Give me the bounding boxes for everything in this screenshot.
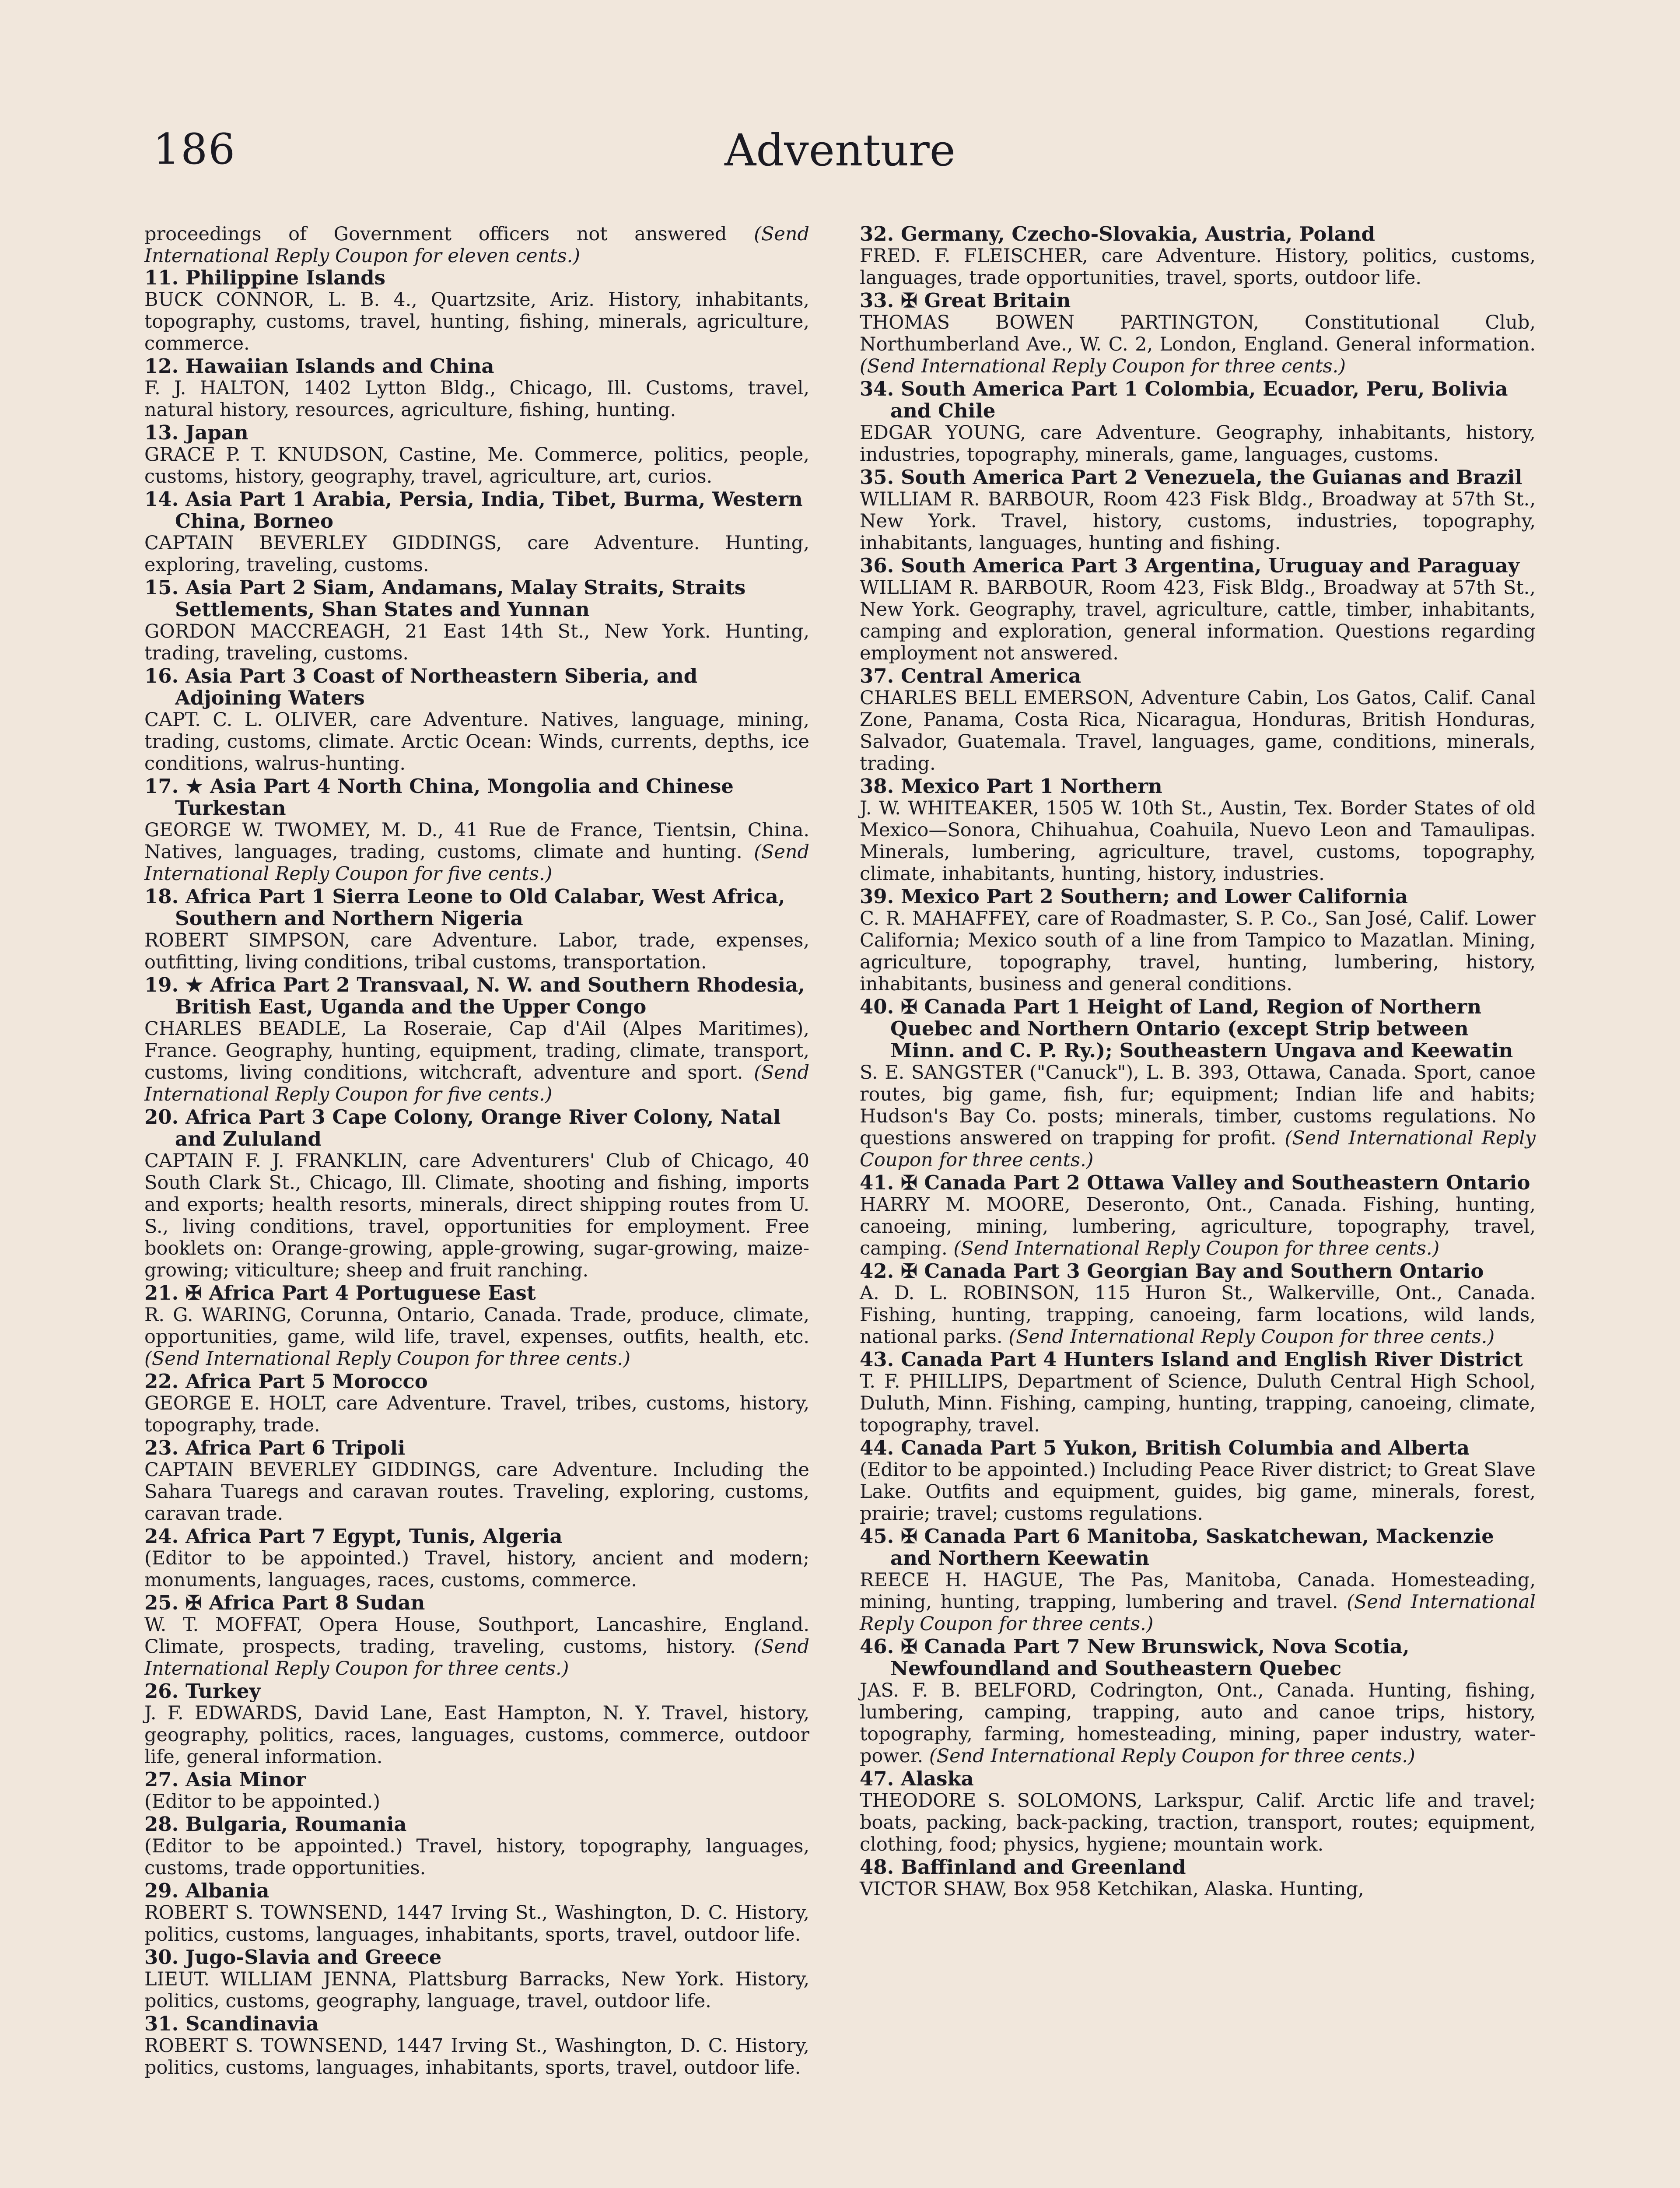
lead-text: proceedings of Government officers not answered bbox=[144, 223, 727, 245]
entry-heading: 43. Canada Part 4 Hunters Island and English River District bbox=[860, 1348, 1523, 1371]
entry-heading: 45. ✠ Canada Part 6 Manitoba, Saskatchewan, Mackenzie and Northern Keewatin bbox=[860, 1525, 1494, 1570]
entry-note: (Send International Reply Coupon for three cents.) bbox=[860, 1591, 1536, 1635]
list-item bbox=[144, 2013, 809, 2079]
list-item bbox=[144, 1371, 809, 1436]
entry-heading: 37. Central America bbox=[860, 664, 1082, 687]
entry-body bbox=[144, 1791, 809, 1813]
entry-body bbox=[144, 1702, 809, 1768]
entry-heading: 11. Philippine Islands bbox=[144, 266, 385, 289]
list-item bbox=[144, 974, 809, 1105]
entry-heading: 30. Jugo-Slavia and Greece bbox=[144, 1946, 442, 1969]
entry-body bbox=[144, 819, 809, 885]
entry-body bbox=[144, 709, 809, 775]
list-item bbox=[144, 1525, 809, 1591]
entry-note: (Send International Reply Coupon for three cents.) bbox=[144, 1636, 809, 1680]
list-item bbox=[144, 1592, 809, 1680]
page-number: 186 bbox=[153, 125, 236, 174]
list-item bbox=[144, 577, 809, 664]
entry-note: (Send International Reply Coupon for five cents.) bbox=[144, 1062, 809, 1105]
entry-text: JAS. F. B. BELFORD, Codrington, Ont., Canada. Hunting, fishing, lumbering, camping, trapping, auto and canoe trips, history, topography, farming, homesteading, mining, paper industry, water-power. bbox=[860, 1680, 1536, 1767]
list-item bbox=[144, 422, 809, 487]
entry-heading: 29. Albania bbox=[144, 1879, 270, 1902]
list-item bbox=[860, 1768, 1536, 1855]
entry-note: (Send International Reply Coupon for three cents.) bbox=[953, 1238, 1440, 1259]
list-item bbox=[860, 555, 1536, 664]
lead-note: (Send International Reply Coupon for eleven cents.) bbox=[144, 223, 809, 267]
entry-body bbox=[144, 1018, 809, 1105]
entry-text: ROBERT S. TOWNSEND, 1447 Irving St., Washington, D. C. History, politics, customs, languages, inhabitants, sports, travel, outdoor life. bbox=[144, 1902, 809, 1946]
entry-body bbox=[860, 488, 1536, 554]
list-item bbox=[144, 1282, 809, 1370]
entry-heading: 31. Scandinavia bbox=[144, 2012, 319, 2035]
list-item bbox=[144, 1680, 809, 1768]
list-item bbox=[144, 1437, 809, 1525]
entry-body bbox=[144, 621, 809, 664]
entry-body bbox=[860, 1459, 1536, 1525]
list-item bbox=[860, 223, 1536, 289]
entry-heading: 42. ✠ Canada Part 3 Georgian Bay and Southern Ontario bbox=[860, 1259, 1484, 1283]
entry-body bbox=[144, 929, 809, 973]
list-item bbox=[860, 290, 1536, 377]
list-item bbox=[860, 1636, 1536, 1767]
entry-heading: 17. ★ Asia Part 4 North China, Mongolia and Chinese Turkestan bbox=[144, 775, 734, 820]
entry-text: ROBERT SIMPSON, care Adventure. Labor, trade, expenses, outfitting, living conditions, tribal customs, transportation. bbox=[144, 929, 809, 973]
running-head: Adventure bbox=[724, 125, 956, 176]
entry-body bbox=[144, 1902, 809, 1946]
entry-body bbox=[144, 1547, 809, 1591]
list-item bbox=[860, 378, 1536, 466]
entry-body bbox=[860, 1371, 1536, 1436]
entry-text: J. F. EDWARDS, David Lane, East Hampton, N. Y. Travel, history, geography, politics, races, languages, customs, commerce, outdoor life, general information. bbox=[144, 1702, 809, 1768]
entry-body bbox=[144, 1150, 809, 1281]
entry-text: REECE H. HAGUE, The Pas, Manitoba, Canada. Homesteading, mining, hunting, trapping, lumbering and travel. bbox=[860, 1569, 1536, 1613]
list-item bbox=[144, 1813, 809, 1879]
entry-heading: 19. ★ Africa Part 2 Transvaal, N. W. and Southern Rhodesia, British East, Uganda and the Upper Congo bbox=[144, 973, 805, 1018]
entry-body bbox=[860, 422, 1536, 466]
entry-text: S. E. SANGSTER ("Canuck"), L. B. 393, Ottawa, Canada. Sport, canoe routes, big game, fish, fur; equipment; Indian life and habits; Hudson's Bay Co. posts; minerals, timber, customs regulations. No questions answered on trapping for profit. bbox=[860, 1062, 1536, 1149]
list-item bbox=[144, 1946, 809, 2012]
entry-text: FRED. F. FLEISCHER, care Adventure. History, politics, customs, languages, trade opportunities, travel, sports, outdoor life. bbox=[860, 245, 1536, 289]
entry-heading: 21. ✠ Africa Part 4 Portuguese East bbox=[144, 1281, 536, 1304]
list-item bbox=[860, 1437, 1536, 1525]
list-item bbox=[860, 1525, 1536, 1635]
list-item bbox=[860, 1172, 1536, 1259]
entry-body bbox=[860, 1790, 1536, 1855]
entry-text: W. T. MOFFAT, Opera House, Southport, Lancashire, England. Climate, prospects, trading, traveling, customs, history. bbox=[144, 1614, 809, 1658]
entry-heading: 47. Alaska bbox=[860, 1767, 974, 1790]
entry-heading: 28. Bulgaria, Roumania bbox=[144, 1813, 407, 1836]
entry-heading: 13. Japan bbox=[144, 421, 248, 444]
entry-note: (Send International Reply Coupon for three cents.) bbox=[144, 1348, 630, 1370]
entry-text: CAPTAIN F. J. FRANKLIN, care Adventurers' Club of Chicago, 40 South Clark St., Chicago, Ill. Climate, shooting and fishing, imports and exports; health resorts, minerals, direct shipping routes from U. S., living conditions, travel, opportunities for employment. Free booklets on: Orange-growing, apple-growing, sugar-growing, maize-growing; viticulture; sheep and fruit ranching. bbox=[144, 1150, 809, 1281]
entry-body bbox=[860, 245, 1536, 289]
entry-note: (Send International Reply Coupon for three cents.) bbox=[860, 355, 1346, 377]
entry-heading: 39. Mexico Part 2 Southern; and Lower California bbox=[860, 885, 1408, 908]
entry-heading: 25. ✠ Africa Part 8 Sudan bbox=[144, 1591, 425, 1614]
entry-text: F. J. HALTON, 1402 Lytton Bldg., Chicago, Ill. Customs, travel, natural history, resources, agriculture, fishing, hunting. bbox=[144, 377, 809, 421]
entry-text: EDGAR YOUNG, care Adventure. Geography, inhabitants, history, industries, topography, minerals, game, languages, customs. bbox=[860, 422, 1536, 466]
entry-body bbox=[860, 1282, 1536, 1348]
entry-text: C. R. MAHAFFEY, care of Roadmaster, S. P. Co., San José, Calif. Lower California; Mexico south of a line from Tampico to Mazatlan. Mining, agriculture, topography, travel, hunting, lumbering, history, inhabitants, business and general conditions. bbox=[860, 908, 1536, 995]
entry-text: (Editor to be appointed.) bbox=[144, 1791, 381, 1813]
entry-body bbox=[860, 908, 1536, 995]
list-item bbox=[144, 1106, 809, 1281]
list-item bbox=[144, 1769, 809, 1813]
entry-text: (Editor to be appointed.) Travel, history, topography, languages, customs, trade opportunities. bbox=[144, 1835, 809, 1879]
entry-text: CAPTAIN BEVERLEY GIDDINGS, care Adventure. Hunting, exploring, traveling, customs. bbox=[144, 532, 809, 576]
entry-body bbox=[860, 687, 1536, 775]
entry-heading: 32. Germany, Czecho-Slovakia, Austria, Poland bbox=[860, 222, 1375, 245]
entry-heading: 38. Mexico Part 1 Northern bbox=[860, 775, 1162, 798]
entry-heading: 40. ✠ Canada Part 1 Height of Land, Region of Northern Quebec and Northern Ontario (except Strip between Minn. and C. P. Ry.); Southeastern Ungava and Keewatin bbox=[860, 995, 1513, 1062]
entry-heading: 27. Asia Minor bbox=[144, 1768, 306, 1791]
entry-text: CHARLES BELL EMERSON, Adventure Cabin, Los Gatos, Calif. Canal Zone, Panama, Costa Rica, Nicaragua, Honduras, British Honduras, Salvador, Guatemala. Travel, languages, game, conditions, minerals, trading. bbox=[860, 687, 1536, 775]
entry-text: LIEUT. WILLIAM JENNA, Plattsburg Barracks, New York. History, politics, customs, geography, language, travel, outdoor life. bbox=[144, 1968, 809, 2012]
entry-text: CAPT. C. L. OLIVER, care Adventure. Natives, language, mining, trading, customs, climate. Arctic Ocean: Winds, currents, depths, ice conditions, walrus-hunting. bbox=[144, 709, 809, 775]
entry-text: GEORGE W. TWOMEY, M. D., 41 Rue de France, Tientsin, China. Natives, languages, trading, customs, climate and hunting. bbox=[144, 819, 809, 863]
entry-text: HARRY M. MOORE, Deseronto, Ont., Canada. Fishing, hunting, canoeing, mining, lumbering, agriculture, topography, travel, camping. bbox=[860, 1194, 1536, 1259]
entry-heading: 36. South America Part 3 Argentina, Uruguay and Paraguay bbox=[860, 554, 1519, 577]
entry-text: BUCK CONNOR, L. B. 4., Quartzsite, Ariz. History, inhabitants, topography, customs, travel, hunting, fishing, minerals, agriculture, commerce. bbox=[144, 289, 809, 354]
entry-body bbox=[144, 1968, 809, 2012]
list-item bbox=[144, 267, 809, 354]
list-item bbox=[860, 1349, 1536, 1436]
entry-heading: 24. Africa Part 7 Egypt, Tunis, Algeria bbox=[144, 1525, 563, 1548]
entry-text: (Editor to be appointed.) Including Peace River district; to Great Slave Lake. Outfits and equipment, guides, big game, minerals, forest, prairie; travel; customs regulations. bbox=[860, 1459, 1536, 1525]
list-item bbox=[144, 886, 809, 973]
entry-heading: 16. Asia Part 3 Coast of Northeastern Siberia, and Adjoining Waters bbox=[144, 664, 698, 709]
entry-body bbox=[144, 1614, 809, 1680]
entry-heading: 35. South America Part 2 Venezuela, the Guianas and Brazil bbox=[860, 466, 1522, 489]
right-entries-list bbox=[860, 223, 1536, 1900]
entry-heading: 33. ✠ Great Britain bbox=[860, 289, 1071, 312]
entry-body bbox=[144, 1835, 809, 1879]
entry-heading: 26. Turkey bbox=[144, 1680, 261, 1703]
entry-text: WILLIAM R. BARBOUR, Room 423, Fisk Bldg., Broadway at 57th St., New York. Geography, travel, agriculture, cattle, timber, inhabitants, camping and exploration, general information. Questions regarding employment not answered. bbox=[860, 577, 1536, 664]
entry-body bbox=[860, 1062, 1536, 1171]
entry-body bbox=[860, 1680, 1536, 1767]
entry-heading: 18. Africa Part 1 Sierra Leone to Old Calabar, West Africa, Southern and Northern Nigeria bbox=[144, 885, 785, 930]
list-item bbox=[860, 996, 1536, 1171]
entry-text: WILLIAM R. BARBOUR, Room 423 Fisk Bldg., Broadway at 57th St., New York. Travel, history, customs, industries, topography, inhabitants, languages, hunting and fishing. bbox=[860, 488, 1536, 554]
entry-body bbox=[144, 1304, 809, 1370]
entry-heading: 34. South America Part 1 Colombia, Ecuador, Peru, Bolivia and Chile bbox=[860, 377, 1508, 422]
entry-body bbox=[860, 577, 1536, 664]
entry-note: (Send International Reply Coupon for three cents.) bbox=[929, 1745, 1415, 1767]
entry-heading: 20. Africa Part 3 Cape Colony, Orange River Colony, Natal and Zululand bbox=[144, 1105, 781, 1150]
entry-text: (Editor to be appointed.) Travel, history, ancient and modern; monuments, languages, races, customs, commerce. bbox=[144, 1547, 809, 1591]
entry-heading: 15. Asia Part 2 Siam, Andamans, Malay Straits, Straits Settlements, Shan States and Yunnan bbox=[144, 576, 746, 621]
entry-text: ROBERT S. TOWNSEND, 1447 Irving St., Washington, D. C. History, politics, customs, languages, inhabitants, sports, travel, outdoor life. bbox=[144, 2035, 809, 2079]
entry-body bbox=[860, 1194, 1536, 1259]
entry-body bbox=[860, 1878, 1536, 1900]
lead-paragraph bbox=[144, 223, 809, 267]
entry-text: CHARLES BEADLE, La Roseraie, Cap d'Ail (Alpes Maritimes), France. Geography, hunting, equipment, trading, climate, transport, customs, living conditions, witchcraft, adventure and sport. bbox=[144, 1018, 809, 1083]
list-item bbox=[144, 488, 809, 576]
entry-text: T. F. PHILLIPS, Department of Science, Duluth Central High School, Duluth, Minn. Fishing, camping, hunting, trapping, canoeing, climate, topography, travel. bbox=[860, 1371, 1536, 1436]
entry-note: (Send International Reply Coupon for three cents.) bbox=[1008, 1326, 1495, 1348]
entry-body bbox=[144, 444, 809, 487]
entry-body bbox=[144, 1459, 809, 1525]
entry-heading: 12. Hawaiian Islands and China bbox=[144, 354, 494, 378]
entry-text: THOMAS BOWEN PARTINGTON, Constitutional Club, Northumberland Ave., W. C. 2, London, England. General information. bbox=[860, 312, 1536, 355]
entry-heading: 14. Asia Part 1 Arabia, Persia, India, Tibet, Burma, Western China, Borneo bbox=[144, 487, 803, 533]
entry-text: R. G. WARING, Corunna, Ontario, Canada. Trade, produce, climate, opportunities, game, wild life, travel, expenses, outfits, health, etc. bbox=[144, 1304, 809, 1348]
entry-note: (Send International Reply Coupon for three cents.) bbox=[860, 1127, 1536, 1171]
list-item bbox=[860, 1260, 1536, 1348]
entry-body bbox=[144, 532, 809, 576]
entry-note: (Send International Reply Coupon for five cents.) bbox=[144, 841, 809, 885]
entry-body bbox=[860, 312, 1536, 377]
entry-heading: 41. ✠ Canada Part 2 Ottawa Valley and Southeastern Ontario bbox=[860, 1171, 1530, 1194]
entry-body bbox=[144, 1392, 809, 1436]
entry-text: GORDON MACCREAGH, 21 East 14th St., New York. Hunting, trading, traveling, customs. bbox=[144, 621, 809, 664]
entry-heading: 46. ✠ Canada Part 7 New Brunswick, Nova Scotia, Newfoundland and Southeastern Quebec bbox=[860, 1635, 1410, 1680]
entry-heading: 44. Canada Part 5 Yukon, British Columbia and Alberta bbox=[860, 1436, 1470, 1459]
entry-text: A. D. L. ROBINSON, 115 Huron St., Walkerville, Ont., Canada. Fishing, hunting, trapping, canoeing, farm locations, wild lands, national parks. bbox=[860, 1282, 1536, 1348]
list-item bbox=[144, 355, 809, 421]
left-entries-list bbox=[144, 267, 809, 2079]
list-item bbox=[860, 886, 1536, 995]
list-item bbox=[860, 1856, 1536, 1900]
entry-text: GEORGE E. HOLT, care Adventure. Travel, tribes, customs, history, topography, trade. bbox=[144, 1392, 809, 1436]
entry-text: J. W. WHITEAKER, 1505 W. 10th St., Austin, Tex. Border States of old Mexico—Sonora, Chihuahua, Coahuila, Nuevo Leon and Tamaulipas. Minerals, lumbering, agriculture, travel, customs, topography, climate, inhabitants, hunting, history, industries. bbox=[860, 797, 1536, 885]
list-item bbox=[860, 466, 1536, 554]
entry-body bbox=[144, 2035, 809, 2079]
entry-text: CAPTAIN BEVERLEY GIDDINGS, care Adventure. Including the Sahara Tuaregs and caravan routes. Traveling, exploring, customs, caravan trade. bbox=[144, 1459, 809, 1525]
left-column bbox=[144, 223, 809, 2079]
list-item bbox=[144, 1880, 809, 1946]
entry-heading: 23. Africa Part 6 Tripoli bbox=[144, 1436, 406, 1459]
list-item bbox=[860, 775, 1536, 885]
list-item bbox=[144, 665, 809, 775]
entry-body bbox=[860, 1569, 1536, 1635]
entry-text: VICTOR SHAW, Box 958 Ketchikan, Alaska. Hunting, bbox=[860, 1878, 1364, 1900]
entry-text: GRACE P. T. KNUDSON, Castine, Me. Commerce, politics, people, customs, history, geography, travel, agriculture, art, curios. bbox=[144, 444, 809, 487]
entry-text: THEODORE S. SOLOMONS, Larkspur, Calif. Arctic life and travel; boats, packing, back-packing, traction, transport, routes; equipment, clothing, food; physics, hygiene; mountain work. bbox=[860, 1790, 1536, 1855]
list-item bbox=[144, 775, 809, 885]
right-column bbox=[860, 223, 1536, 1901]
entry-heading: 22. Africa Part 5 Morocco bbox=[144, 1370, 428, 1393]
list-item bbox=[860, 665, 1536, 775]
entry-body bbox=[144, 377, 809, 421]
entry-body bbox=[144, 289, 809, 354]
entry-body bbox=[860, 797, 1536, 885]
entry-heading: 48. Baffinland and Greenland bbox=[860, 1855, 1186, 1879]
